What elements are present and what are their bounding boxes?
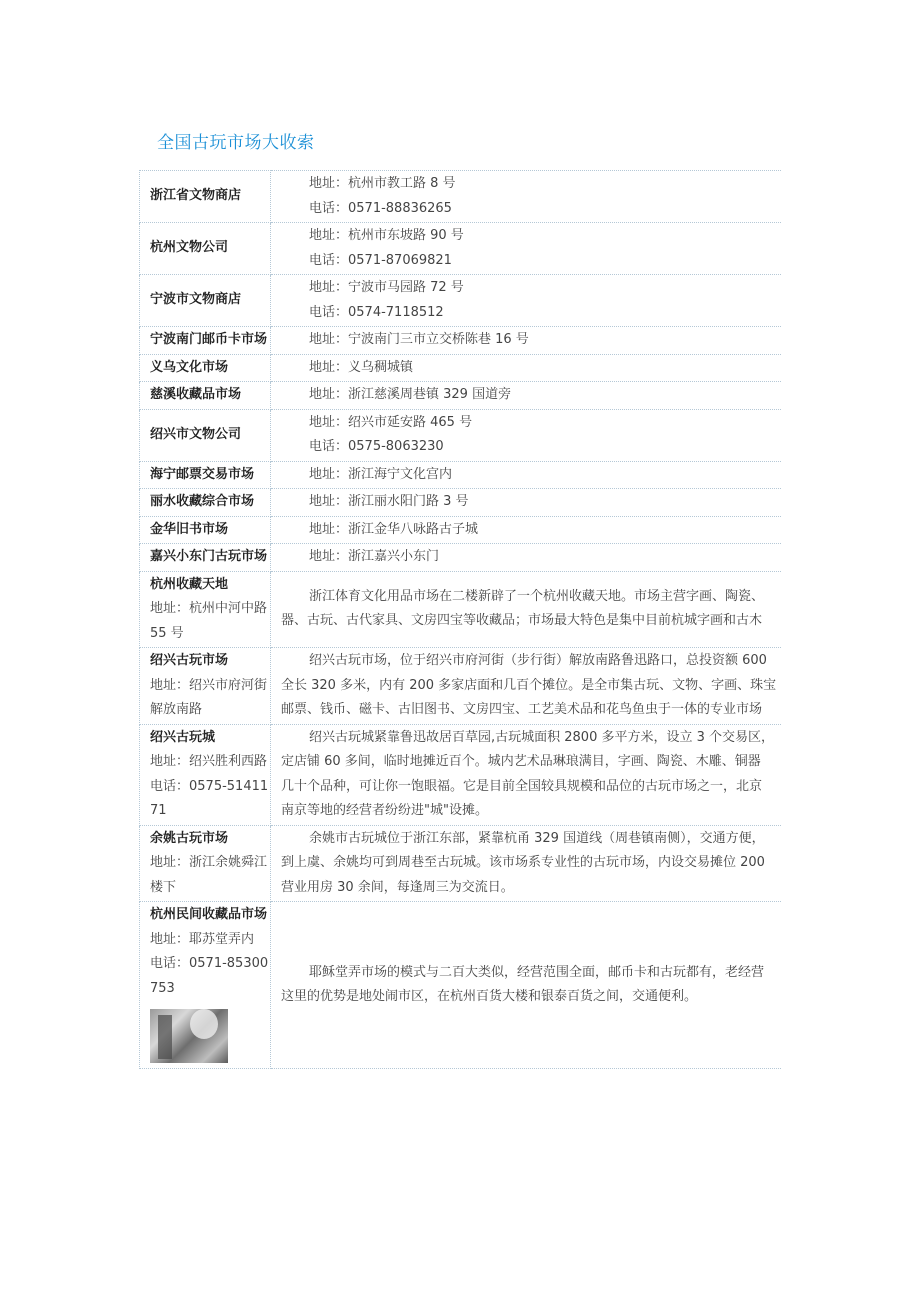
table-row xyxy=(140,327,782,355)
table-row xyxy=(140,489,782,517)
market-name-cell xyxy=(140,571,271,648)
market-name-cell xyxy=(140,902,271,1069)
market-info xyxy=(271,489,782,517)
table-row xyxy=(140,516,782,544)
address-line: 地址：浙江金华八咏路古子城 xyxy=(309,521,479,537)
description-line: 营业用房 30 余间，每逢周三为交流日。 xyxy=(281,879,514,895)
market-name-cell xyxy=(140,724,271,825)
market-info xyxy=(271,382,782,410)
table-row xyxy=(140,724,782,825)
description-line: 余姚市古玩城位于浙江东部，紧靠杭甬 329 国道线（周巷镇南侧），交通方便， xyxy=(309,830,765,846)
market-info xyxy=(271,461,782,489)
table-row xyxy=(140,223,782,275)
market-description xyxy=(271,724,782,825)
market-contact: 地址：绍兴胜利西路 xyxy=(150,754,268,769)
table-row xyxy=(140,409,782,461)
table-row xyxy=(140,461,782,489)
table-row xyxy=(140,648,782,725)
market-name: 杭州民间收藏品市场 xyxy=(150,907,268,922)
market-name: 宁波南门邮币卡市场 xyxy=(140,327,271,355)
phone-line: 电话：0571-87069821 xyxy=(309,252,452,268)
market-description xyxy=(271,902,782,1069)
market-name: 余姚古玩市场 xyxy=(150,830,229,846)
address-line: 地址：杭州市教工路 8 号 xyxy=(309,176,456,191)
address-line: 地址：浙江嘉兴小东门 xyxy=(309,549,440,564)
phone-line: 电话：0575-8063230 xyxy=(309,439,444,454)
market-name-cell xyxy=(140,648,271,725)
description-line: 绍兴古玩市场，位于绍兴市府河街（步行街）解放南路鲁迅路口，总投资额 600 xyxy=(309,653,767,668)
market-description xyxy=(271,571,782,648)
description-line: 南京等地的经营者纷纷进"城"设摊。 xyxy=(281,803,488,818)
market-name: 杭州文物公司 xyxy=(140,223,271,275)
market-contact: 地址：耶苏堂弄内 xyxy=(150,931,255,947)
phone-line: 电话：0574-7118512 xyxy=(309,304,444,320)
table-row xyxy=(140,171,782,223)
market-info xyxy=(271,516,782,544)
market-contact: 地址：杭州中河中路 55 号 xyxy=(150,601,268,641)
market-info xyxy=(271,223,782,275)
table-row xyxy=(140,571,782,648)
market-description xyxy=(271,825,782,902)
market-contact: 电话：0575-5141171 xyxy=(150,778,269,818)
description-line: 到上虞、余姚均可到周巷至古玩城。该市场系专业性的古玩市场，内设交易摊位 200 xyxy=(281,855,765,870)
market-name: 慈溪收藏品市场 xyxy=(140,382,271,410)
market-name: 宁波市文物商店 xyxy=(140,275,271,327)
table-row xyxy=(140,275,782,327)
address-line: 地址：浙江海宁文化宫内 xyxy=(309,466,453,482)
description-line: 绍兴古玩城紧靠鲁迅故居百草园,古玩城面积 2800 多平方米，设立 3 个交易区， xyxy=(309,729,775,745)
market-info xyxy=(271,409,782,461)
address-line: 地址：绍兴市延安路 465 号 xyxy=(309,414,473,430)
address-line: 地址：宁波市马园路 72 号 xyxy=(309,280,464,295)
market-name: 义乌文化市场 xyxy=(140,354,271,382)
market-name: 海宁邮票交易市场 xyxy=(140,461,271,489)
table-row xyxy=(140,902,782,1069)
description-line: 耶稣堂弄市场的模式与二百大类似，经营范围全面，邮币卡和古玩都有，老经营 xyxy=(309,964,765,980)
market-name: 嘉兴小东门古玩市场 xyxy=(140,544,271,572)
market-name: 丽水收藏综合市场 xyxy=(140,489,271,517)
market-contact: 地址：绍兴市府河街解放南路 xyxy=(150,677,268,717)
description-line: 这里的优势是地处闹市区，在杭州百货大楼和银泰百货之间，交通便利。 xyxy=(281,989,698,1004)
description-line: 邮票、钱币、磁卡、古旧图书、文房四宝、工艺美术品和花鸟鱼虫于一体的专业市场 xyxy=(281,702,763,717)
market-name: 绍兴古玩市场 xyxy=(150,653,229,668)
description-line: 浙江体育文化用品市场在二楼新辟了一个杭州收藏天地。市场主营字画、陶瓷、 xyxy=(309,588,765,604)
phone-line: 电话：0571-88836265 xyxy=(309,200,452,216)
table-row xyxy=(140,354,782,382)
table-row xyxy=(140,382,782,410)
market-description xyxy=(271,648,782,725)
address-line: 地址：浙江慈溪周巷镇 329 国道旁 xyxy=(309,387,512,402)
description-line: 全长 320 多米，内有 200 多家店面和几百个摊位。是全市集古玩、文物、字画、珠宝 xyxy=(281,677,777,693)
market-name-cell xyxy=(140,825,271,902)
market-table xyxy=(139,170,781,1069)
market-info xyxy=(271,354,782,382)
description-line: 器、古玩、古代家具、文房四宝等收藏品；市场最大特色是集中目前杭城字画和古木 xyxy=(281,613,763,629)
table-row xyxy=(140,825,782,902)
market-name: 杭州收藏天地 xyxy=(150,576,229,592)
description-line: 定店铺 60 多间，临时地摊近百个。城内艺术品琳琅满目，字画、陶瓷、木雕、铜器 xyxy=(281,754,761,769)
market-info xyxy=(271,275,782,327)
market-name: 浙江省文物商店 xyxy=(140,171,271,223)
market-photo xyxy=(150,1009,228,1063)
market-table-body xyxy=(140,171,782,1069)
market-name: 绍兴市文物公司 xyxy=(140,409,271,461)
market-contact: 地址：浙江余姚舜江楼下 xyxy=(150,855,268,895)
address-line: 地址：义乌稠城镇 xyxy=(309,359,414,375)
address-line: 地址：杭州市东坡路 90 号 xyxy=(309,228,464,243)
description-line: 几十个品种，可让你一饱眼福。它是目前全国较具规模和品位的古玩市场之一，北京 xyxy=(281,778,763,794)
market-info xyxy=(271,544,782,572)
market-name: 绍兴古玩城 xyxy=(150,729,216,745)
address-line: 地址：宁波南门三市立交桥陈巷 16 号 xyxy=(309,332,529,347)
market-info xyxy=(271,327,782,355)
market-info xyxy=(271,171,782,223)
market-contact: 电话：0571-85300753 xyxy=(150,956,269,996)
market-name: 金华旧书市场 xyxy=(140,516,271,544)
page-title: 全国古玩市场大收索 xyxy=(157,133,315,153)
market-table-wrapper xyxy=(139,170,781,1069)
table-row xyxy=(140,544,782,572)
address-line: 地址：浙江丽水阳门路 3 号 xyxy=(309,494,469,509)
